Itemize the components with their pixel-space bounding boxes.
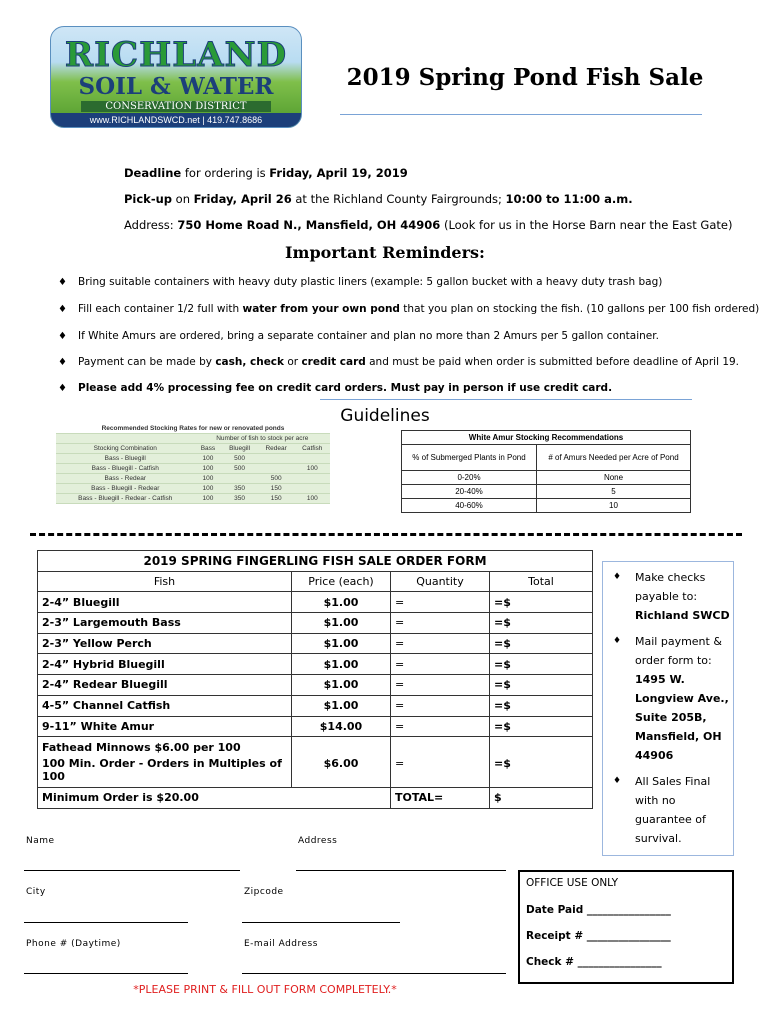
order-form-table — [37, 550, 593, 809]
total-field[interactable]: =$ — [490, 757, 593, 788]
fish-price: $1.00 — [292, 695, 391, 716]
table-cell: 500 — [258, 474, 295, 484]
reminder-text: or — [284, 356, 302, 368]
zipcode-label: Zipcode — [244, 887, 284, 897]
fish-name: 2-4” Redear Bluegill — [38, 675, 292, 696]
reminder-text: Fill each container 1/2 full with — [78, 303, 243, 315]
email-field[interactable] — [242, 973, 506, 974]
stocking-table-subhead: Number of fish to stock per acre — [195, 434, 330, 444]
quantity-field[interactable]: = — [391, 716, 490, 737]
address-note: (Look for us in the Horse Barn near the East Gate) — [440, 218, 733, 232]
table-cell — [258, 454, 295, 464]
table-cell: 100 — [195, 464, 222, 474]
table-row — [56, 454, 330, 464]
table-cell: 100 — [295, 464, 330, 474]
sales-final-note — [611, 772, 731, 848]
total-field[interactable]: =$ — [490, 654, 593, 675]
column-header: Stocking Combination — [56, 444, 195, 454]
diamond-bullet-icon: ♦ — [613, 636, 622, 646]
district-logo — [50, 26, 302, 128]
reminder-3 — [58, 330, 659, 342]
table-cell: 150 — [258, 484, 295, 494]
table-row — [402, 471, 691, 485]
reminder-text: and must be paid when order is submitted before deadline of April 19. — [365, 356, 740, 368]
receipt-field[interactable]: Receipt # ________________ — [526, 930, 671, 942]
logo-district: CONSERVATION DISTRICT — [81, 101, 271, 112]
reminder-1 — [58, 276, 662, 288]
total-field[interactable]: =$ — [490, 675, 593, 696]
reminder-text: Bring suitable containers with heavy duty plastic liners (example: 5 gallon bucket with a heavy duty trash bag) — [78, 276, 663, 288]
fish-price: $1.00 — [292, 613, 391, 634]
quantity-field[interactable]: = — [391, 654, 490, 675]
payment-payable-note — [611, 568, 731, 625]
order-row-redear-bluegill — [38, 675, 593, 696]
order-row-largemouth-bass — [38, 613, 593, 634]
side-text: Mail payment & order form to: — [635, 635, 722, 667]
city-label: City — [26, 887, 46, 897]
table-cell: Bass - Bluegill - Redear - Catfish — [56, 494, 195, 504]
table-row — [402, 485, 691, 499]
reminder-5 — [58, 382, 612, 394]
table-cell: 500 — [221, 454, 257, 464]
table-cell: Bass - Bluegill - Redear — [56, 484, 195, 494]
diamond-bullet-icon: ♦ — [58, 331, 67, 342]
stocking-rates-table — [56, 424, 330, 504]
total-label: TOTAL= — [391, 787, 490, 808]
fish-note: 100 Min. Order - Orders in Multiples of 100 — [38, 757, 292, 788]
fish-name: 2-3” Largemouth Bass — [38, 613, 292, 634]
order-row-fathead-minnows — [38, 737, 593, 757]
fish-name: 2-4” Bluegill — [38, 592, 292, 613]
order-row-hybrid-bluegill — [38, 654, 593, 675]
reminders-divider — [320, 399, 692, 400]
table-cell — [258, 464, 295, 474]
deadline-date: Friday, April 19, 2019 — [269, 166, 408, 180]
address-line — [124, 218, 732, 232]
reminder-text: Payment can be made by — [78, 356, 216, 368]
city-field[interactable] — [24, 922, 188, 923]
minimum-order-note: Minimum Order is $20.00 — [38, 787, 391, 808]
table-cell: None — [537, 471, 691, 485]
logo-url: www.RICHLANDSWCD.net | 419.747.8686 — [51, 113, 301, 127]
table-cell: 500 — [221, 464, 257, 474]
cut-line — [30, 533, 742, 536]
table-cell: 350 — [221, 494, 257, 504]
table-cell — [221, 474, 257, 484]
column-header: Price (each) — [292, 571, 391, 592]
grand-total-field[interactable]: $ — [490, 787, 593, 808]
phone-field[interactable] — [24, 973, 188, 974]
stocking-table-title: Recommended Stocking Rates for new or renovated ponds — [56, 424, 330, 434]
title-divider — [340, 114, 702, 115]
table-row — [56, 474, 330, 484]
reminder-emphasis: Please add 4% processing fee on credit card orders. Must pay in person if use credit card. — [78, 382, 613, 394]
table-cell: 5 — [537, 485, 691, 499]
name-label: Name — [26, 836, 55, 846]
fish-price: $1.00 — [292, 633, 391, 654]
column-header: Catfish — [295, 444, 330, 454]
date-paid-field[interactable]: Date Paid ________________ — [526, 904, 671, 916]
page-title: 2019 Spring Pond Fish Sale — [346, 64, 704, 91]
diamond-bullet-icon: ♦ — [58, 304, 67, 315]
address-label: Address: — [124, 218, 178, 232]
quantity-field[interactable]: = — [391, 613, 490, 634]
reminder-emphasis: water from your own pond — [242, 303, 400, 315]
side-text: Make checks payable to: — [635, 571, 706, 603]
order-form-title: 2019 SPRING FINGERLING FISH SALE ORDER FORM — [38, 551, 593, 572]
reminder-2 — [58, 303, 759, 315]
table-cell: 350 — [221, 484, 257, 494]
table-cell: 100 — [195, 494, 222, 504]
table-cell: 0-20% — [402, 471, 537, 485]
column-header: Bass — [195, 444, 222, 454]
fish-name: Fathead Minnows $6.00 per 100 — [38, 737, 292, 757]
pickup-line — [124, 192, 633, 206]
quantity-field[interactable]: = — [391, 695, 490, 716]
fish-price: $1.00 — [292, 675, 391, 696]
guidelines-heading: Guidelines — [340, 406, 430, 426]
table-cell: 100 — [195, 484, 222, 494]
reminder-emphasis: cash, check — [215, 356, 285, 368]
order-row-yellow-perch — [38, 633, 593, 654]
deadline-text: for ordering is — [181, 166, 270, 180]
side-emphasis: 1495 W. Longview Ave., Suite 205B, Mansfield, OH 44906 — [635, 673, 729, 762]
diamond-bullet-icon: ♦ — [58, 277, 67, 288]
column-header: Redear — [258, 444, 295, 454]
side-emphasis: Richland SWCD — [635, 609, 730, 622]
reminder-4 — [58, 356, 739, 368]
fish-price: $1.00 — [292, 592, 391, 613]
column-header: % of Submerged Plants in Pond — [402, 445, 537, 471]
column-header: # of Amurs Needed per Acre of Pond — [537, 445, 691, 471]
white-amur-table — [401, 430, 691, 513]
email-label: E-mail Address — [244, 939, 318, 949]
fish-price: $14.00 — [292, 716, 391, 737]
table-row — [56, 484, 330, 494]
order-row-white-amur — [38, 716, 593, 737]
order-row-channel-catfish — [38, 695, 593, 716]
table-row — [402, 499, 691, 513]
office-use-title: OFFICE USE ONLY — [526, 877, 619, 889]
deadline-line — [124, 166, 408, 180]
fish-name: 4-5” Channel Catfish — [38, 695, 292, 716]
fish-price: $1.00 — [292, 654, 391, 675]
fish-name: 2-3” Yellow Perch — [38, 633, 292, 654]
footer-instruction: *PLEASE PRINT & FILL OUT FORM COMPLETELY.* — [133, 983, 397, 996]
pickup-label: Pick-up — [124, 192, 173, 206]
side-text: All Sales Final with no guarantee of survival. — [635, 775, 711, 845]
table-cell — [295, 454, 330, 464]
pickup-time: 10:00 to 11:00 a.m. — [505, 192, 633, 206]
table-row — [56, 464, 330, 474]
quantity-field[interactable]: = — [391, 675, 490, 696]
total-field[interactable]: =$ — [490, 716, 593, 737]
logo-subtitle: SOIL & WATER — [78, 73, 274, 100]
table-cell: Bass - Bluegill — [56, 454, 195, 464]
reminder-text: If White Amurs are ordered, bring a separate container and plan no more than 2 Amurs per 5 gallon container. — [78, 330, 659, 342]
quantity-field[interactable]: = — [391, 757, 490, 788]
zipcode-field[interactable] — [242, 922, 400, 923]
table-cell: 100 — [195, 474, 222, 484]
reminder-text: that you plan on stocking the fish. (10 gallons per 100 fish ordered) — [399, 303, 760, 315]
table-cell: 100 — [195, 454, 222, 464]
diamond-bullet-icon: ♦ — [58, 383, 67, 394]
table-cell: 20-40% — [402, 485, 537, 499]
order-row-total — [38, 787, 593, 808]
payment-info-box — [602, 561, 734, 856]
table-cell: Bass - Redear — [56, 474, 195, 484]
name-field[interactable] — [24, 870, 240, 871]
office-use-box — [518, 870, 734, 984]
fish-price: $6.00 — [292, 757, 391, 788]
table-cell — [295, 484, 330, 494]
diamond-bullet-icon: ♦ — [613, 572, 622, 582]
logo-name: RICHLAND — [64, 35, 288, 75]
address-label: Address — [298, 836, 338, 846]
table-cell: Bass - Bluegill - Catfish — [56, 464, 195, 474]
check-number-field[interactable]: Check # ________________ — [526, 956, 662, 968]
pickup-location: at the Richland County Fairgrounds; — [291, 192, 506, 206]
total-field[interactable]: =$ — [490, 592, 593, 613]
address-value: 750 Home Road N., Mansfield, OH 44906 — [177, 218, 441, 232]
address-field[interactable] — [296, 870, 506, 871]
deadline-label: Deadline — [124, 166, 182, 180]
order-row-fathead-minnows-detail — [38, 757, 593, 788]
table-cell — [295, 474, 330, 484]
fish-name: 9-11” White Amur — [38, 716, 292, 737]
column-header: Total — [490, 571, 593, 592]
quantity-field[interactable]: = — [391, 592, 490, 613]
table-cell: 100 — [295, 494, 330, 504]
column-header: Quantity — [391, 571, 490, 592]
table-cell: 10 — [537, 499, 691, 513]
total-field[interactable]: =$ — [490, 633, 593, 654]
reminders-heading: Important Reminders: — [285, 243, 485, 262]
pickup-date: Friday, April 26 — [193, 192, 292, 206]
diamond-bullet-icon: ♦ — [613, 776, 622, 786]
column-header: Bluegill — [221, 444, 257, 454]
total-field[interactable]: =$ — [490, 695, 593, 716]
pickup-text: on — [172, 192, 194, 206]
amur-table-title: White Amur Stocking Recommendations — [402, 431, 691, 445]
table-cell: 40-60% — [402, 499, 537, 513]
diamond-bullet-icon: ♦ — [58, 357, 67, 368]
order-row-bluegill — [38, 592, 593, 613]
table-row — [56, 494, 330, 504]
fish-name: 2-4” Hybrid Bluegill — [38, 654, 292, 675]
total-field[interactable]: =$ — [490, 613, 593, 634]
reminder-emphasis: credit card — [301, 356, 366, 368]
payment-mail-note — [611, 632, 731, 765]
phone-label: Phone # (Daytime) — [26, 939, 121, 949]
table-cell: 150 — [258, 494, 295, 504]
column-header: Fish — [38, 571, 292, 592]
quantity-field[interactable]: = — [391, 633, 490, 654]
